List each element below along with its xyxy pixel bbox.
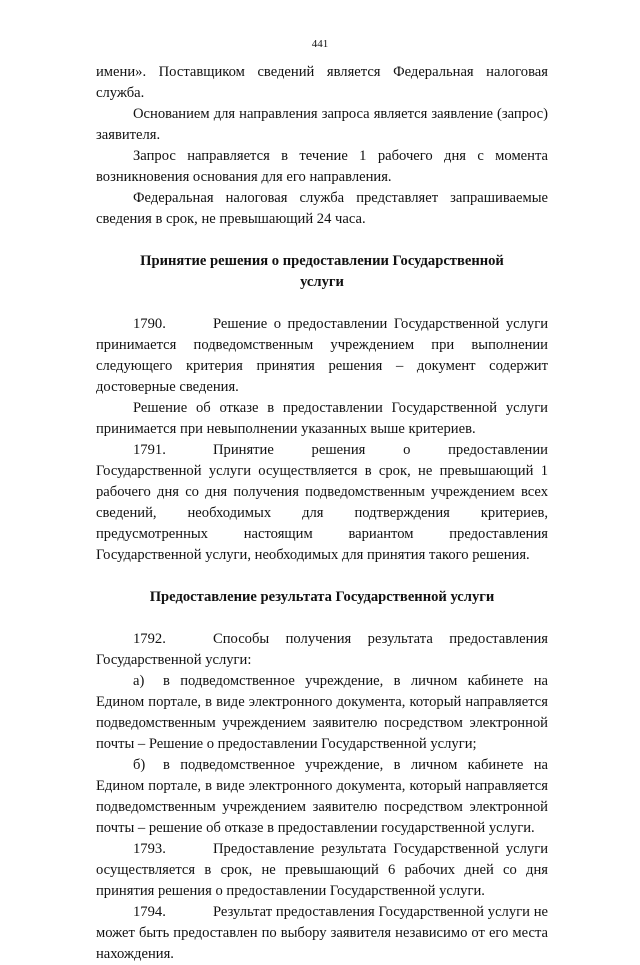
list-item-text: в подведомственное учреждение, в личном кабинете на Едином портале, в виде электронного документа, который направляется подведомственным учреждением заявителю посредством электронной почты – Решение о предоставлении Государственной услуги; xyxy=(96,673,548,752)
paragraph-text: Предоставление результата Государственной услуги осуществляется в срок, не превышающий 6 рабочих дней со дня принятия решения о предоставлении Государственной услуги. xyxy=(96,841,548,899)
paragraph: Федеральная налоговая служба представляет запрашиваемые сведения в срок, не превышающий 24 часа. xyxy=(96,190,548,227)
numbered-paragraph xyxy=(96,440,548,566)
list-item-text: в подведомственное учреждение, в личном кабинете на Едином портале, в виде электронного документа, который направляется подведомственным учреждением заявителю посредством электронной почты – решение об отказе в предоставлении государственной услуги. xyxy=(96,757,548,836)
paragraph: имени». Поставщиком сведений является Федеральная налоговая служба. xyxy=(96,64,548,101)
page-number: 441 xyxy=(311,38,329,50)
paragraph-text: Решение о предоставлении Государственной услуги принимается подведомственным учреждением при выполнении следующего критерия принятия решения – документ содержит достоверные сведения. xyxy=(96,316,548,395)
section-heading: Предоставление результата Государственной услуги xyxy=(149,589,495,605)
paragraph-number: 1794. xyxy=(133,904,166,920)
list-item-label: б) xyxy=(133,757,146,773)
numbered-paragraph xyxy=(96,629,548,671)
paragraph-number: 1792. xyxy=(133,631,166,647)
paragraph-text: Принятие решения о предоставлении Государственной услуги осуществляется в срок, не превышающий 1 рабочего дня со дня получения подведомственным учреждением всех сведений, необходимых для подтверждения критериев, предусмотренных настоящим вариантом предоставления Государственной услуги, необходимых для принятия такого решения. xyxy=(96,442,548,563)
list-item-label: а) xyxy=(133,673,145,689)
paragraph-text: Способы получения результата предоставления Государственной услуги: xyxy=(96,631,548,668)
numbered-paragraph xyxy=(96,314,548,398)
paragraph: Запрос направляется в течение 1 рабочего дня с момента возникновения основания для его направления. xyxy=(96,148,548,185)
paragraph: Решение об отказе в предоставлении Государственной услуги принимается при невыполнении указанных выше критериев. xyxy=(96,400,548,437)
paragraph: Основанием для направления запроса является заявление (запрос) заявителя. xyxy=(96,106,548,143)
numbered-paragraph xyxy=(96,839,548,902)
list-item xyxy=(96,671,548,755)
numbered-paragraph xyxy=(96,902,548,965)
list-item xyxy=(96,755,548,839)
document-body xyxy=(96,62,548,965)
paragraph-text: Результат предоставления Государственной услуги не может быть предоставлен по выбору заявителя независимо от его места нахождения. xyxy=(96,904,548,962)
paragraph-number: 1790. xyxy=(133,316,166,332)
paragraph-number: 1791. xyxy=(133,442,166,458)
section-heading: Принятие решения о предоставлении Государственной услуги xyxy=(140,253,504,290)
paragraph-number: 1793. xyxy=(133,841,166,857)
